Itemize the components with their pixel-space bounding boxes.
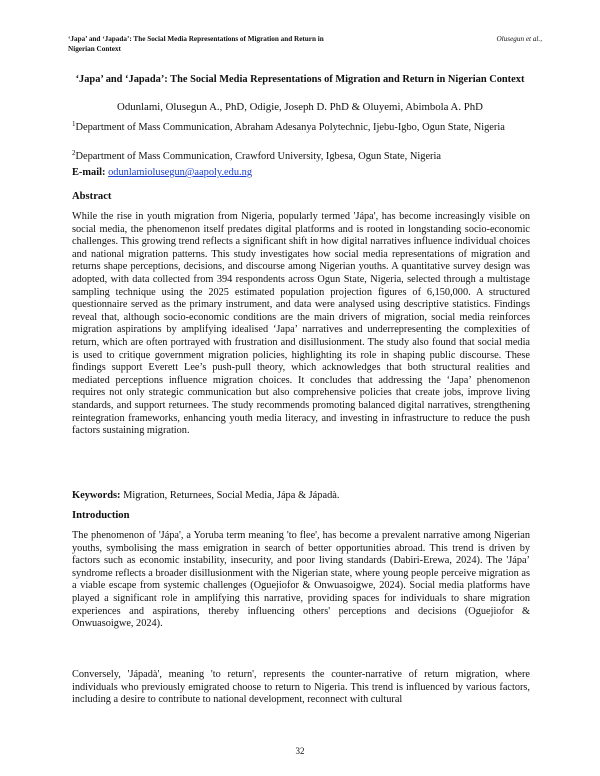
contact-email — [72, 166, 252, 179]
page-number: 32 — [295, 746, 305, 756]
email-label: E-mail: — [72, 167, 106, 178]
affiliation-mark: 2 — [72, 149, 76, 157]
keywords-label: Keywords: — [72, 490, 121, 501]
running-title: ‘Japa’ and ‘Japada’: The Social Media Representations of Migration and Return in Nigerian Context — [68, 35, 324, 53]
affiliation-2 — [72, 151, 544, 164]
abstract-text: While the rise in youth migration from Nigeria, popularly termed 'Jápa', has become increasingly visible on social media, the phenomenon itself predates digital platforms and is rooted in longstanding socio-economic challenges. This growing trend reflects a significant shift in how digital narratives influence individual choices and national migration patterns. This study investigates how social media representations of migration and returns shape perceptions, decisions, and discourse among Nigerian youths. A quantitative survey design was adopted, with data collected from 394 respondents across Ogun State, Nigeria, selected through a multistage sampling technique using the 2025 estimated population projection figures of 6,150,000. A structured questionnaire served as the primary instrument, and data were analysed using descriptive statistics. Findings reveal that, although socio-economic conditions are the main drivers of migration, social media reinforces migration aspirations by amplifying idealised ‘Japa’ narratives and underrepresenting the complexities of return, which are often portrayed with frustration and disillusionment. The study also found that social media is used to critique government migration policies, highlighting its role in shaping public discourse. These findings support Everett Lee’s push-pull theory, which acknowledges that both structural realities and mediated perceptions influence migration choices. It concludes that addressing the ‘Japa’ phenomenon requires not only strategic communication but also comprehensive policies that create jobs, improve living standards, and support returnees. The study recommends promoting balanced digital narratives, strengthening reintegration frameworks, enhancing youth media literacy, and investing in infrastructure to reduce the push factors sustaining migration. — [72, 211, 530, 437]
affiliation-text: Department of Mass Communication, Crawford University, Igbesa, Ogun State, Nigeria — [75, 151, 442, 162]
affiliation-mark: 1 — [72, 120, 76, 128]
affiliation-text: Department of Mass Communication, Abraham Adesanya Polytechnic, Ijebu-Igbo, Ogun State, Nigeria — [75, 122, 505, 133]
introduction-heading: Introduction — [72, 510, 130, 521]
intro-paragraph-1: The phenomenon of 'Jápa', a Yoruba term meaning 'to flee', has become a prevalent narrative among Nigerian youths, symbolising the mass emigration in search of better opportunities abroad. This trend is driven by factors such as economic instability, insecurity, and poor living standards (Dabiri-Erewa, 2024). The 'Jápa’ syndrome reflects a broader disillusionment with the Nigerian state, where young people perceive migration as a viable escape from systemic challenges (Oguejiofor & Onwuasoigwe, 2024). Social media platforms have played a significant role in amplifying this narrative, providing spaces for individuals to share migration experiences and aspirations, thereby influencing others' perceptions and decisions (Oguejiofor & Onwuasoigwe, 2024). — [72, 530, 530, 630]
running-header — [68, 35, 542, 59]
abstract-heading: Abstract — [72, 191, 112, 202]
author-list: Odunlami, Olusegun A., PhD, Odigie, Joseph D. PhD & Oluyemi, Abimbola A. PhD — [117, 101, 483, 113]
affiliation-1 — [72, 122, 544, 135]
email-link[interactable]: odunlamiolusegun@aapoly.edu.ng — [108, 167, 253, 178]
intro-paragraph-2: Conversely, 'Jápadà', meaning 'to return', represents the counter-narrative of return migration, where individuals who previously emigrated choose to return to Nigeria. This trend is influenced by various factors, including a desire to contribute to national development, reconnect with cultural — [72, 669, 530, 706]
keywords-text: Migration, Returnees, Social Media, Jápa & Jápadà. — [123, 490, 340, 501]
running-author: Olusegun et al., — [496, 35, 542, 43]
paper-title: ‘Japa’ and ‘Japada’: The Social Media Representations of Migration and Return in Nigerian Context — [75, 74, 525, 85]
keywords — [72, 489, 340, 502]
